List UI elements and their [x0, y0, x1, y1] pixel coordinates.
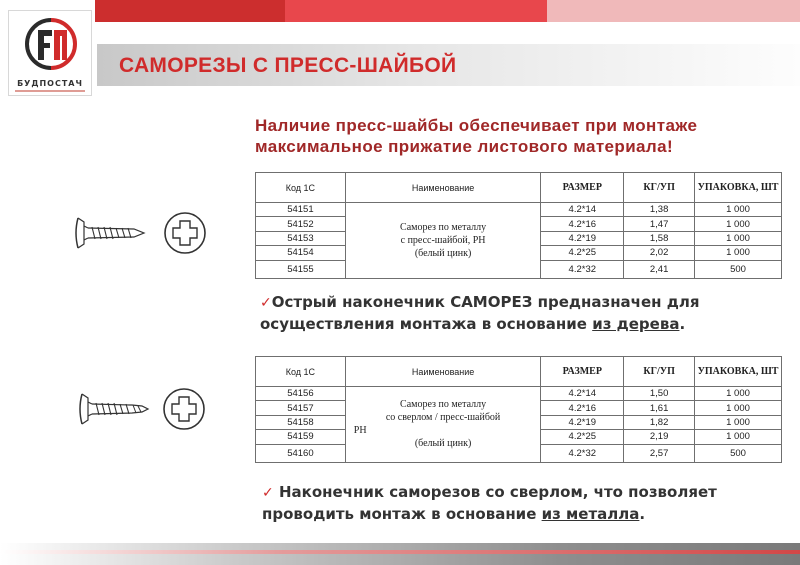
header-kg: КГ/УП: [624, 173, 695, 203]
product-name-line: Саморез по металлу: [400, 221, 487, 233]
table-header-row: [256, 357, 782, 387]
top-stripe-red: [95, 0, 285, 22]
product-table-2: [255, 356, 782, 463]
product-name-cell: [345, 203, 541, 279]
kg-cell: 2,41: [624, 260, 695, 278]
product-name-cell: [345, 387, 541, 463]
pack-cell: 1 000: [695, 231, 782, 245]
kg-cell: 1,82: [624, 415, 695, 429]
code-cell: 54159: [256, 430, 346, 444]
code-cell: 54157: [256, 401, 346, 415]
logo-text: БУДПОСТАЧ: [17, 79, 83, 88]
size-cell: 4.2*25: [541, 246, 624, 260]
bottom-bar: [0, 543, 800, 565]
kg-cell: 1,61: [624, 401, 695, 415]
pack-cell: 1 000: [695, 246, 782, 260]
bullet-text: Наконечник саморезов со сверлом, что позволяет проводить монтаж в основание: [262, 483, 717, 523]
bullet-text: Острый наконечник САМОРЕЗ предназначен для осуществления монтажа в основание: [260, 293, 700, 333]
header-code: Код 1С: [256, 357, 346, 387]
pack-cell: 1 000: [695, 401, 782, 415]
product-name-line: PH: [353, 425, 367, 437]
size-cell: 4.2*16: [541, 217, 624, 231]
kg-cell: 1,50: [624, 387, 695, 401]
code-cell: 54151: [256, 203, 346, 217]
pack-cell: 1 000: [695, 217, 782, 231]
bullet-end: .: [639, 505, 646, 523]
bullet-emphasis: из дерева: [592, 315, 680, 333]
header-name: Наименование: [345, 173, 541, 203]
size-cell: 4.2*25: [541, 430, 624, 444]
pack-cell: 1 000: [695, 203, 782, 217]
check-icon: ✓: [262, 485, 274, 501]
check-icon: ✓: [260, 295, 272, 311]
kg-cell: 2,57: [624, 444, 695, 462]
bullet-metal: [262, 482, 782, 525]
bullet-end: .: [679, 315, 686, 333]
pack-cell: 1 000: [695, 415, 782, 429]
table-row: [256, 387, 782, 401]
screw-drill-side-icon: [76, 384, 216, 434]
code-cell: 54158: [256, 415, 346, 429]
size-cell: 4.2*16: [541, 401, 624, 415]
kg-cell: 1,58: [624, 231, 695, 245]
product-name-line: со сверлом / пресс-шайбой: [385, 412, 501, 424]
title-band: [97, 44, 800, 86]
top-stripe-coral: [285, 0, 547, 22]
kg-cell: 2,02: [624, 246, 695, 260]
size-cell: 4.2*32: [541, 444, 624, 462]
header-code: Код 1С: [256, 173, 346, 203]
header-kg: КГ/УП: [624, 357, 695, 387]
bullet-emphasis: из металла: [541, 505, 640, 523]
bullet-wood: [260, 292, 780, 335]
code-cell: 54155: [256, 260, 346, 278]
code-cell: 54152: [256, 217, 346, 231]
code-cell: 54154: [256, 246, 346, 260]
pack-cell: 500: [695, 444, 782, 462]
product-table-1: [255, 172, 782, 279]
page-title: САМОРЕЗЫ С ПРЕСС-ШАЙБОЙ: [119, 54, 457, 77]
header-pack: УПАКОВКА, ШТ: [695, 357, 782, 387]
pack-cell: 1 000: [695, 387, 782, 401]
size-cell: 4.2*19: [541, 231, 624, 245]
product-name-line: (белый цинк): [414, 438, 472, 450]
size-cell: 4.2*32: [541, 260, 624, 278]
kg-cell: 2,19: [624, 430, 695, 444]
table-header-row: [256, 173, 782, 203]
code-cell: 54156: [256, 387, 346, 401]
logo-mark-icon: [24, 16, 78, 76]
product-name-line: Саморез по металлу: [400, 399, 487, 411]
bottom-red-line: [0, 550, 800, 554]
code-cell: 54153: [256, 231, 346, 245]
header-size: РАЗМЕР: [541, 173, 624, 203]
company-logo: [8, 10, 92, 96]
header-size: РАЗМЕР: [541, 357, 624, 387]
header-pack: УПАКОВКА, ШТ: [695, 173, 782, 203]
size-cell: 4.2*14: [541, 203, 624, 217]
header-name: Наименование: [345, 357, 541, 387]
product-name-line: (белый цинк): [414, 247, 472, 259]
intro-text: Наличие пресс-шайбы обеспечивает при монтаже максимальное прижатие листового материала!: [255, 116, 698, 156]
product-name-line: с пресс-шайбой, PH: [400, 234, 486, 246]
pack-cell: 1 000: [695, 430, 782, 444]
size-cell: 4.2*14: [541, 387, 624, 401]
table-row: [256, 203, 782, 217]
size-cell: 4.2*19: [541, 415, 624, 429]
kg-cell: 1,47: [624, 217, 695, 231]
code-cell: 54160: [256, 444, 346, 462]
kg-cell: 1,38: [624, 203, 695, 217]
pack-cell: 500: [695, 260, 782, 278]
logo-underline: [15, 90, 85, 92]
screw-side-icon: [72, 208, 212, 258]
top-stripe-pink: [547, 0, 800, 22]
